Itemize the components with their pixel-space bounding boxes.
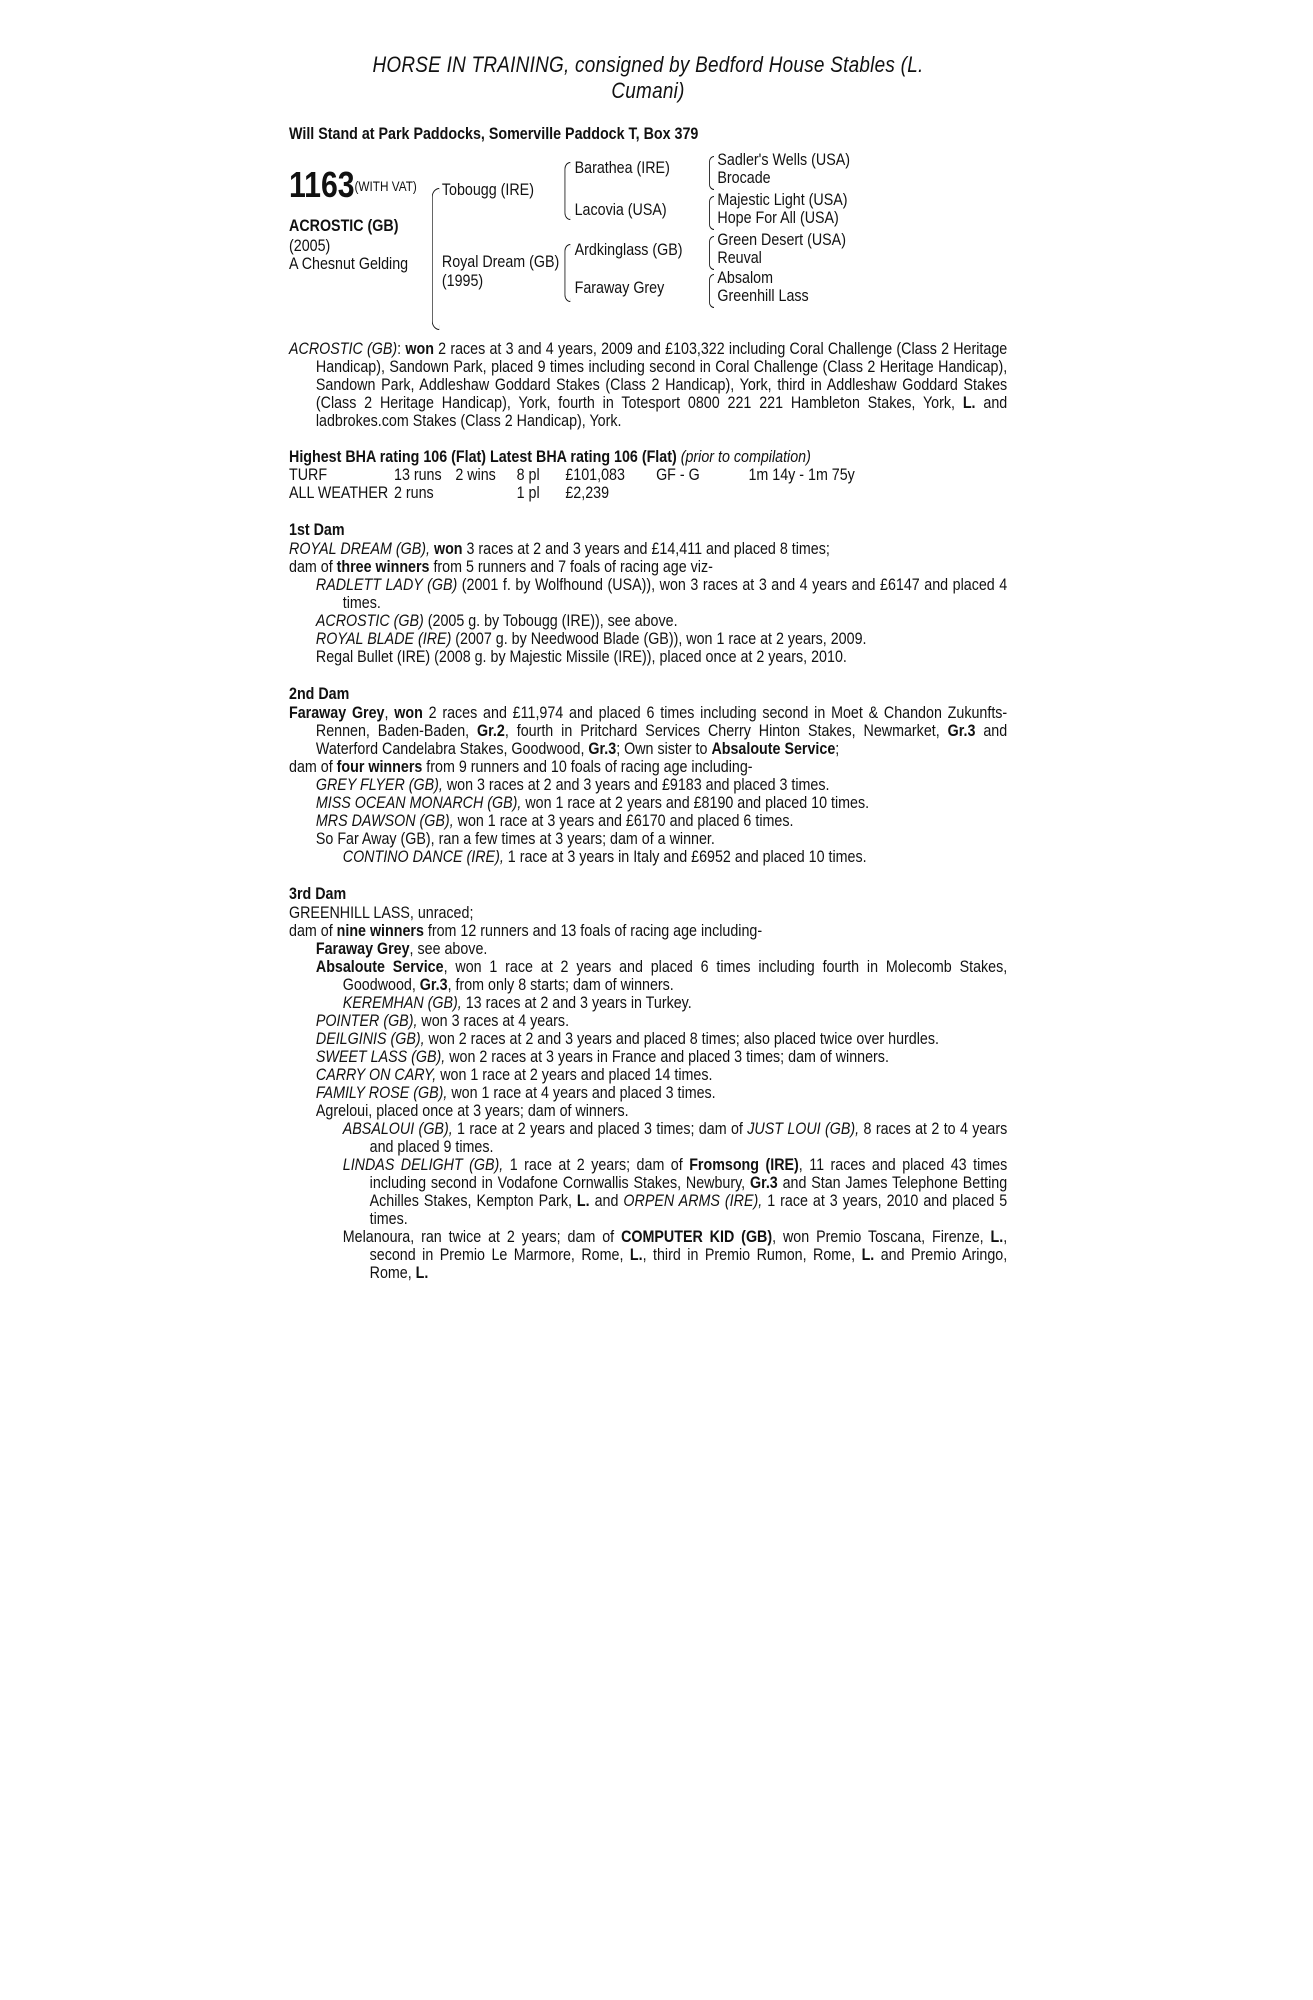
dam-record: 3 races at 2 and 3 years and £14,411 and placed 8 times; (462, 539, 830, 558)
produce-record: , see above. (409, 939, 488, 958)
produce-name: Fromsong (IRE) (689, 1155, 799, 1174)
pedigree-dsd: Reuval (717, 248, 762, 267)
stand-location: Will Stand at Park Paddocks, Somerville Paddock T, Box 379 (289, 124, 699, 143)
produce-name: MRS DAWSON (GB), (315, 811, 454, 830)
produce-record: won 1 race at 2 years and £8190 and placed 10 times. (521, 793, 870, 812)
listed-mark: L. (990, 1227, 1004, 1246)
second-dam-section (289, 704, 1007, 866)
produce-name: LINDAS DELIGHT (GB), (342, 1155, 504, 1174)
runs-wins: 2 wins (455, 465, 496, 484)
produce-name: ROYAL BLADE (IRE) (315, 629, 452, 648)
produce-name: GREY FLYER (GB), (315, 775, 443, 794)
group-mark: Gr.3 (588, 739, 617, 758)
page-header: HORSE IN TRAINING, consigned by Bedford House Stables (L. Cumani) (372, 52, 924, 103)
dam-record: , fourth in Pritchard Services Cherry Hinton Stakes, Newmarket, (504, 721, 948, 740)
runs-surface: TURF (289, 465, 328, 484)
produce-intro: dam of (289, 557, 337, 576)
first-dam-section (289, 540, 1007, 666)
produce-name: JUST LOUI (GB), (747, 1119, 860, 1138)
dam-name: ROYAL DREAM (GB), (289, 539, 430, 558)
produce-winners: four winners (336, 757, 423, 776)
listed-mark: L. (629, 1245, 643, 1264)
listed-mark: L. (415, 1263, 429, 1282)
produce-record: and Stan James Telephone Betting Achilles Stakes, Kempton Park, (369, 1173, 1008, 1210)
produce-record: , won Premio Toscana, Firenze, (772, 1227, 991, 1246)
dam-name: GREENHILL LASS, unraced; (289, 903, 474, 922)
listed-mark: L. (861, 1245, 875, 1264)
pedigree-brace-1 (432, 188, 440, 330)
produce-record: won 2 races at 3 years in France and placed 3 times; dam of winners. (445, 1047, 889, 1066)
runs-row-turf (289, 466, 1007, 484)
punct: , (384, 703, 395, 722)
produce-name: DEILGINIS (GB), (315, 1029, 425, 1048)
pedigree-sire: Tobougg (IRE) (441, 180, 534, 199)
produce-record: won 3 races at 4 years. (417, 1011, 570, 1030)
produce-name: SWEET LASS (GB), (315, 1047, 446, 1066)
runs-wins (455, 484, 516, 502)
runs-going: GF - G (656, 465, 700, 484)
produce-record: Melanoura, ran twice at 2 years; dam of (342, 1227, 622, 1246)
produce-count: from 5 runners and 7 foals of racing age viz- (429, 557, 713, 576)
produce-name: COMPUTER KID (GB) (621, 1227, 773, 1246)
group-mark: Gr.2 (477, 721, 505, 740)
produce-record: , second in Premio Le Marmore, Rome, (369, 1227, 1008, 1264)
runs-prize: £2,239 (565, 483, 610, 502)
runs-prize: £101,083 (565, 465, 625, 484)
produce-record: , won 1 race at 2 years and placed 6 times including fourth in Molecomb Stakes, Goodwood, (342, 957, 1008, 994)
bha-rating (289, 448, 1007, 466)
summary-horse-name: ACROSTIC (GB) (289, 339, 398, 358)
listed-mark: L. (576, 1191, 590, 1210)
produce-record: So Far Away (GB), ran a few times at 3 years; dam of a winner. (315, 829, 715, 848)
produce-record: , from only 8 starts; dam of winners. (447, 975, 674, 994)
summary-won: won (405, 339, 434, 358)
produce-record: won 1 race at 2 years and placed 14 times. (436, 1065, 713, 1084)
dam-won: won (433, 539, 463, 558)
pedigree-brace-2a (565, 162, 571, 220)
catalogue-page (289, 52, 1007, 1282)
produce-name: MISS OCEAN MONARCH (GB), (315, 793, 522, 812)
runs-count: 13 runs (394, 465, 442, 484)
produce-record: Regal Bullet (IRE) (2008 g. by Majestic Missile (IRE)), placed once at 2 years, 2010. (315, 647, 847, 666)
pedigree-brace-3d (709, 274, 714, 308)
pedigree-brace-3b (709, 196, 714, 230)
produce-winners: three winners (336, 557, 430, 576)
produce-name: CARRY ON CARY, (315, 1065, 437, 1084)
produce-name: KEREMHAN (GB), (342, 993, 462, 1012)
pedigree-sire-dam: Lacovia (USA) (574, 200, 667, 219)
lot-pedigree-block (289, 150, 1007, 326)
produce-name: RADLETT LADY (GB) (315, 575, 458, 594)
produce-record: 1 race at 3 years, 2010 and placed 5 times. (369, 1191, 1008, 1228)
summary-text-end: and ladbrokes.com Stakes (Class 2 Handicap), York. (315, 393, 1008, 430)
summary-text: 2 races at 3 and 4 years, 2009 and £103,322 including Coral Challenge (Class 2 Heritage Handicap), Sandown Park, placed 9 times including second in Coral Challenge (Class 2 Heritage Handicap), Sandown Park, Addleshaw Goddard Stakes (Class 2 Handicap), York, third in Addleshaw Goddard Stakes (Class 2 Heritage Handicap), York, fourth in Totesport 0800 221 221 Hambleton Stakes, York, (315, 339, 1008, 412)
pedigree-sire-sire: Barathea (IRE) (574, 158, 670, 177)
pedigree-dam-year: (1995) (441, 271, 484, 290)
listed-mark: L. (962, 393, 976, 412)
lot-number: 1163 (289, 164, 355, 205)
produce-name: ACROSTIC (GB) (315, 611, 424, 630)
horse-year: (2005) (289, 236, 331, 255)
group-mark: Gr.3 (947, 721, 976, 740)
race-summary: ACROSTIC (GB): won 2 races at 3 and 4 years, 2009 and £103,322 including Coral Challenge (Class 2 Heritage Handicap), Sandown Park, placed 9 times including second in Coral Challenge (Class 2 Heritage Handicap), Sandown Park, Addleshaw Goddard Stakes (Class 2 Handicap), York, third in Addleshaw Goddard Stakes (Class 2 Heritage Handicap), York, fourth in Totesport 0800 221 221 Hambleton Stakes, York, L. and ladbrokes.com Stakes (Class 2 Handicap), York. (289, 339, 1008, 430)
pedigree-dss: Green Desert (USA) (717, 230, 846, 249)
produce-record: 1 race at 3 years in Italy and £6952 and placed 10 times. (503, 847, 867, 866)
produce-record: (2005 g. by Tobougg (IRE)), see above. (423, 611, 678, 630)
first-dam-title: 1st Dam (289, 520, 345, 539)
produce-record: 1 race at 2 years; dam of (503, 1155, 690, 1174)
rating-text: Highest BHA rating 106 (Flat) Latest BHA rating 106 (Flat) (289, 447, 677, 466)
runs-placed: 1 pl (516, 483, 540, 502)
pedigree-ddd: Greenhill Lass (717, 286, 809, 305)
produce-name: CONTINO DANCE (IRE), (342, 847, 504, 866)
produce-name: FAMILY ROSE (GB), (315, 1083, 448, 1102)
dam-record: ; Own sister to (616, 739, 712, 758)
pedigree-dam-sire: Ardkinglass (GB) (574, 240, 683, 259)
produce-count: from 9 runners and 10 foals of racing age including- (422, 757, 753, 776)
pedigree-ssd: Brocade (717, 168, 771, 187)
produce-count: from 12 runners and 13 foals of racing age including- (423, 921, 763, 940)
produce-record: Agreloui, placed once at 3 years; dam of winners. (315, 1101, 629, 1120)
produce-record: (2007 g. by Needwood Blade (GB)), won 1 race at 2 years, 2009. (451, 629, 867, 648)
runs-count: 2 runs (394, 483, 434, 502)
produce-record: 13 races at 2 and 3 years in Turkey. (461, 993, 692, 1012)
dam-name: Faraway Grey (289, 703, 385, 722)
dam-record: and Waterford Candelabra Stakes, Goodwood, (315, 721, 1008, 758)
pedigree-sss: Sadler's Wells (USA) (717, 150, 851, 169)
produce-name: POINTER (GB), (315, 1011, 418, 1030)
produce-name: ORPEN ARMS (IRE), (623, 1191, 763, 1210)
produce-record: (2001 f. by Wolfhound (USA)), won 3 races at 3 and 4 years and £6147 and placed 4 times. (342, 575, 1008, 612)
produce-record: and Premio Aringo, Rome, (369, 1245, 1008, 1282)
produce-intro: dam of (289, 757, 337, 776)
produce-name: Faraway Grey (315, 939, 410, 958)
horse-name: ACROSTIC (GB) (289, 216, 399, 235)
produce-record: , third in Premio Rumon, Rome, (642, 1245, 862, 1264)
produce-record: and (589, 1191, 624, 1210)
produce-name: Absaloute Service (315, 957, 444, 976)
third-dam-section (289, 904, 1007, 1282)
produce-record: won 1 race at 4 years and placed 3 times. (447, 1083, 716, 1102)
pedigree-brace-2b (565, 244, 571, 302)
produce-record: 8 races at 2 to 4 years and placed 9 times. (369, 1119, 1008, 1156)
pedigree-brace-3c (709, 236, 714, 270)
pedigree-dds: Absalom (717, 268, 773, 287)
runs-table (289, 466, 1007, 502)
punct: ; (835, 739, 840, 758)
runs-distance: 1m 14y - 1m 75y (748, 465, 855, 484)
dam-record: 2 races and £11,974 and placed 6 times including second in Moet & Chandon Zukunfts-Rennen, Baden-Baden, (315, 703, 1008, 740)
produce-intro: dam of (289, 921, 337, 940)
produce-record: won 3 races at 2 and 3 years and £9183 and placed 3 times. (442, 775, 830, 794)
group-mark: Gr.3 (419, 975, 448, 994)
dam-won: won (394, 703, 423, 722)
vat-note: (WITH VAT) (354, 178, 417, 194)
pedigree-dam-dam: Faraway Grey (574, 278, 665, 297)
third-dam-title: 3rd Dam (289, 884, 347, 903)
produce-record: , 11 races and placed 43 times including second in Vodafone Cornwallis Stakes, Newbury, (369, 1155, 1008, 1192)
pedigree-sds: Majestic Light (USA) (717, 190, 848, 209)
group-mark: Gr.3 (749, 1173, 778, 1192)
horse-description: A Chesnut Gelding (289, 254, 409, 273)
second-dam-title: 2nd Dam (289, 684, 350, 703)
produce-record: won 2 races at 2 and 3 years and placed 8 times; also placed twice over hurdles. (424, 1029, 939, 1048)
runs-surface: ALL WEATHER (289, 483, 389, 502)
rating-note: (prior to compilation) (680, 447, 811, 466)
produce-record: won 1 race at 3 years and £6170 and placed 6 times. (453, 811, 794, 830)
produce-record: 1 race at 2 years and placed 3 times; dam of (452, 1119, 748, 1138)
produce-name: ABSALOUI (GB), (342, 1119, 453, 1138)
sister-name: Absaloute Service (711, 739, 836, 758)
pedigree-sdd: Hope For All (USA) (717, 208, 839, 227)
runs-placed: 8 pl (516, 465, 540, 484)
pedigree-brace-3a (709, 156, 714, 190)
runs-row-aw (289, 484, 1007, 502)
pedigree-dam: Royal Dream (GB) (441, 252, 560, 271)
produce-winners: nine winners (336, 921, 424, 940)
